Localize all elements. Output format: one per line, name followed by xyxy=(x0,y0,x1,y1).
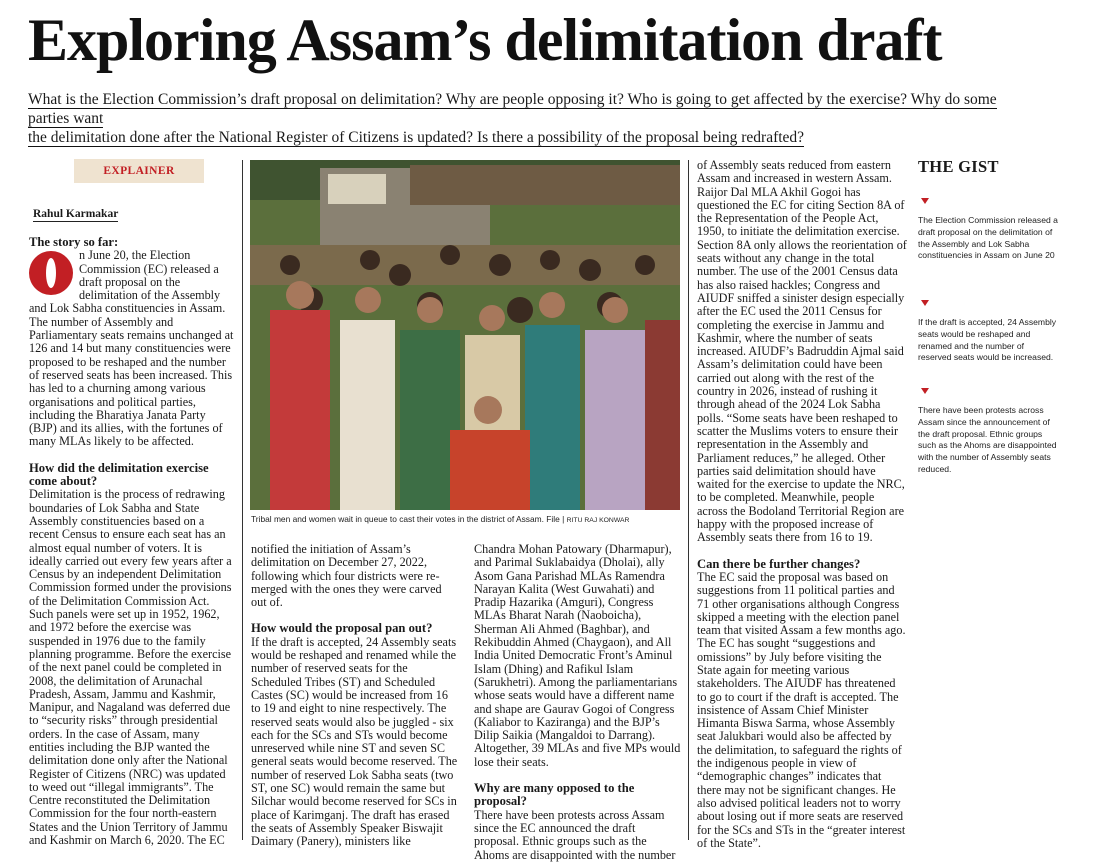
column-2 xyxy=(251,543,459,849)
body-paragraph: of Assembly seats reduced from eastern Assam and increased in western Assam. Raijor Dal MLA Akhil Gogoi has questioned the EC for citing Section 8A of the Representation of the People Act, 1950, to initiate the delimitation exercise. Section 8A only allows the reorientation of seats without any change in the total number. The use of the 2001 Census data has also raised hackles; Congress and AIUDF sniffed a sinister design especially after the EC used the 2011 Census for completing the exercise in Jammu and Kashmir, where the number of seats increased. AIUDF’s Badruddin Ajmal said Assam’s delimitation could have been carried out along with the rest of the country in 2026, instead of rushing it through ahead of the 2024 Lok Sabha polls. “Some seats have been reshaped to scatter the Muslims voters to ensure their representation in the Assembly and Parliament reduces,” he alleged. Other parties said delimitation should have waited for the exercise to update the NRC, to be completed. Meanwhile, people across the Bodoland Territorial Region are happy with the proposed increase of Assembly seats there from 16 to 19. xyxy=(697,158,907,545)
photo-caption: Tribal men and women wait in queue to cast their votes in the district of Assam. File | RITU RAJ KONWAR xyxy=(251,514,630,524)
gist-bullet-icon xyxy=(921,388,929,394)
section-heading-how-delimitation: How did the delimitation exercise come about? xyxy=(29,460,209,489)
author-byline[interactable]: Rahul Karmakar xyxy=(33,208,119,220)
explainer-tag: EXPLAINER xyxy=(74,159,204,183)
deck-line-2: the delimitation done after the National Register of Citizens is updated? Is there a possibility of the proposal being redrafted? xyxy=(28,129,805,146)
voters-queue-photo xyxy=(250,160,680,510)
section-heading-proposal-pan-out: How would the proposal pan out? xyxy=(251,621,433,636)
column-divider xyxy=(688,160,689,840)
column-4 xyxy=(697,159,907,850)
gist-item: The Election Commission released a draft proposal on the delimitation of the Assembly and Lok Sabha constituencies in Assam on June 20 xyxy=(918,215,1058,261)
gist-title: THE GIST xyxy=(918,157,999,176)
gist-bullet-icon xyxy=(921,198,929,204)
column-3 xyxy=(474,543,682,862)
lead-paragraph: n June 20, the Election Commission (EC) released a draft proposal on the delimitation of the Assembly and Lok Sabha constituencies in Assam. The number of Assembly and Parliamentary seats remains unchanged at 126 and 14 but many constituencies were proposed to be reshaped and the number of reserved seats has been increased. This has led to a churning among various organisations and political parties, including the Bharatiya Janata Party (BJP) and its allies, with the fortunes of many MLAs likely to be affected. xyxy=(29,248,234,449)
section-heading-why-opposed: Why are many opposed to the proposal? xyxy=(474,781,635,809)
photo-credit: RITU RAJ KONWAR xyxy=(566,517,630,524)
gist-item: There have been protests across Assam since the announcement of the draft proposal. Ethnic groups such as the Ahoms are disappointed with the number of Assembly seats reduced. xyxy=(918,405,1057,474)
deck-line-1: What is the Election Commission’s draft proposal on delimitation? Why are people opposing it? Who is going to get affected by the exercise? Why do some parties want xyxy=(28,91,997,127)
body-paragraph: If the draft is accepted, 24 Assembly seats would be reshaped and renamed while the number of reserved seats for the Scheduled Tribes (ST) and Scheduled Castes (SC) would be increased from 16 to 19 and eight to nine respectively. The reserved seats would also be juggled - six each for the SCs and STs would become unreserved while nine ST and seven SC general seats would become reserved. The number of reserved Lok Sabha seats (two ST, one SC) would remain the same but Silchar would become reserved for SCs in place of Karimganj. The draft has erased the seats of Assembly Speaker Biswajit Daimary (Panery), ministers like xyxy=(251,634,458,849)
body-paragraph: Chandra Mohan Patowary (Dharmapur), and Parimal Suklabaidya (Dholai), ally Asom Gana Parishad MLAs Ramendra Narayan Kalita (West Guwahati) and Pradip Hazarika (Amguri), Congress MLAs Bharat Narah (Naoboicha), Sherman Ali Ahmed (Baghbar), and Rekibuddin Ahmed (Chaygaon), and All India United Democratic Front’s Aminul Islam (Dhing) and Rafikul Islam (Sarukhetri). Among the parliamentarians whose seats would have a different name and shape are Gaurav Gogoi of Congress (Kaliabor to Kaziranga) and the BJP’s Dilip Saikia (Mangaldoi to Darrang). Altogether, 39 MLAs and five MPs would lose their seats. xyxy=(474,542,681,769)
body-paragraph: Delimitation is the process of redrawing boundaries of Lok Sabha and State Assembly constituencies based on a recent Census to ensure each seat has an almost equal number of voters. It is ideally carried out every few years after a Census by an independent Delimitation Commission formed under the provisions of the Delimitation Commission Act. Such panels were set up in 1952, 1962, and 1972 before the exercise was suspended in 1976 due to the family planning programme. Before the exercise of the next panel could be completed in 2008, the delimitation of Arunachal Pradesh, Assam, Jammu and Kashmir, Manipur, and Nagaland was deferred due to “security risks” through presidential orders. In the case of Assam, many entities including the BJP wanted the delimitation done only after the National Register of Citizens (NRC) was updated to weed out “illegal immigrants”. The Centre reconstituted the Delimitation Commission for the four north-eastern States and the Union Territory of Jammu and Kashmir on March 6, 2020. The EC xyxy=(29,487,232,848)
gist-item: If the draft is accepted, 24 Assembly seats would be reshaped and renamed and the number of reserved seats would be increased. xyxy=(918,317,1057,363)
body-paragraph: notified the initiation of Assam’s delimitation on December 27, 2022, following which four districts were re-merged with the ones they were carved out of. xyxy=(251,542,442,610)
section-heading-story-so-far: The story so far: xyxy=(29,235,119,249)
drop-cap-o-icon xyxy=(29,251,73,295)
section-heading-further-changes: Can there be further changes? xyxy=(697,556,861,571)
news-photo xyxy=(250,160,680,510)
column-divider xyxy=(242,160,243,840)
page-title: Exploring Assam’s delimitation draft xyxy=(28,7,942,73)
column-1 xyxy=(29,236,234,847)
gist-bullet-icon xyxy=(921,300,929,306)
body-paragraph: The EC said the proposal was based on suggestions from 11 political parties and 71 other organisations although Congress skipped a meeting with the election panel team that visited Assam a few months ago. The EC has sought “suggestions and omissions” by July before visiting the State again for meeting various stakeholders. The AIUDF has threatened to go to court if the draft is accepted. The insistence of Assam Chief Minister Himanta Biswa Sarma, whose Assembly seat Jalukbari would also be affected by the delimitation, to safeguard the rights of the indigenous people in view of “demographic changes” indicates that there may not be significant changes. He also advised political leaders not to worry about losing out if more seats are reserved for the SCs and STs in the “greater interest of the State”. xyxy=(697,569,906,850)
body-paragraph: There have been protests across Assam since the EC announced the draft proposal. Ethnic groups such as the Ahoms are disappointed with the number xyxy=(474,807,676,862)
deck-summary xyxy=(28,90,1028,147)
